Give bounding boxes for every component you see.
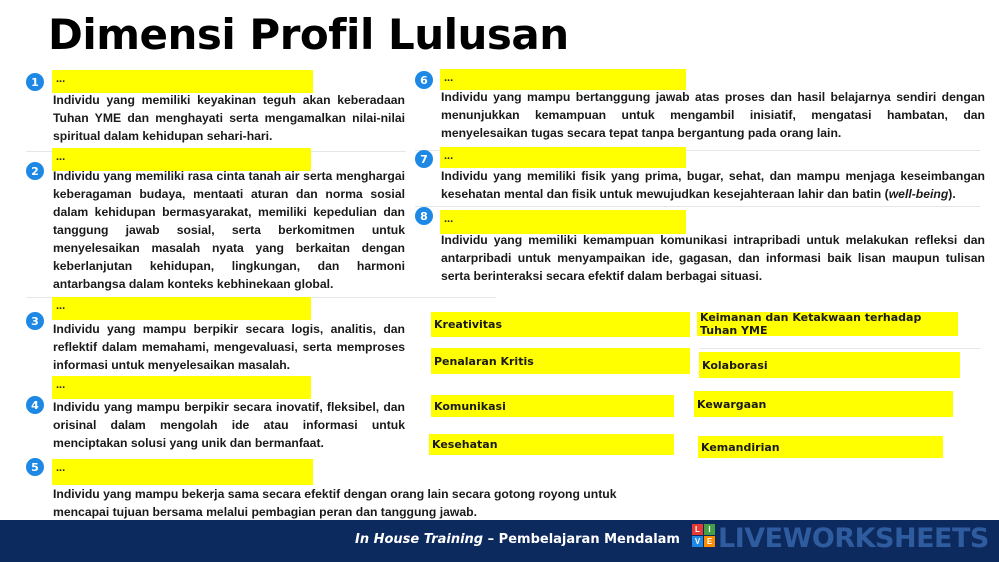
logo-letter-v: V — [692, 536, 703, 547]
number-badge-6: 6 — [415, 71, 433, 89]
number-badge-3: 3 — [26, 312, 44, 330]
page-title: Dimensi Profil Lulusan — [48, 10, 569, 59]
answer-blank-4[interactable]: ... — [52, 376, 311, 399]
description-5: Individu yang mampu bekerja sama secara efektif dengan orang lain secara gotong royong untuk mencapai tujuan bersama melalui pembagian peran dan tanggung jawab. — [53, 487, 617, 519]
answer-blank-8[interactable]: ... — [440, 210, 686, 234]
logo-letter-i: I — [704, 524, 715, 535]
description-7-end: ). — [948, 187, 956, 201]
logo-letter-l: L — [692, 524, 703, 535]
footer-bar — [0, 520, 999, 562]
description-2: Individu yang memiliki rasa cinta tanah air serta menghargai keberagaman budaya, mentaati aturan dan norma sosial dalam kehidupan bermasyarakat, memiliki kepedulian dan tanggung jawab sosial, serta berkomitmen untuk menyelesaikan masalah nyata yang berkaitan dengan keberlanjutan kehidupan, lingkungan, dan harmoni antarbangsa dalam konteks kebhinekaan global. — [53, 169, 405, 291]
description-7-italic: well-being — [888, 187, 949, 201]
answer-blank-2[interactable]: ... — [52, 148, 311, 171]
description-7-text: Individu yang memiliki fisik yang prima, bugar, sehat, dan mampu menjaga keseimbangan kesehatan mental dan fisik untuk mewujudkan kesejahteraan lahir dan batin ( — [441, 169, 985, 201]
option-kreativitas[interactable]: Kreativitas — [431, 312, 690, 337]
footer-italic: In House Training — [355, 532, 484, 547]
description-3: Individu yang mampu berpikir secara logis, analitis, dan reflektif dalam memahami, mengevaluasi, serta memproses informasi untuk menyelesaikan masalah. — [53, 322, 405, 372]
option-kolaborasi[interactable]: Kolaborasi — [699, 352, 960, 378]
liveworksheets-logo-icon — [692, 524, 715, 547]
option-kemandirian[interactable]: Kemandirian — [698, 436, 943, 458]
description-4: Individu yang mampu berpikir secara inovatif, fleksibel, dan orisinal dalam mengolah ide atau informasi untuk menciptakan solusi yang unik dan bermanfaat. — [53, 400, 405, 450]
description-8: Individu yang memiliki kemampuan komunikasi intrapribadi untuk melakukan refleksi dan antarpribadi untuk menyampaikan ide, gagasan, dan informasi baik lisan maupun tulisan serta berinteraksi secara efektif dalam berbagai situasi. — [441, 233, 985, 283]
answer-blank-3[interactable]: ... — [52, 297, 311, 320]
number-badge-4: 4 — [26, 396, 44, 414]
divider — [415, 206, 980, 207]
footer-text — [355, 532, 680, 547]
option-kesehatan[interactable]: Kesehatan — [429, 434, 674, 455]
answer-blank-6[interactable]: ... — [440, 69, 686, 90]
footer-rest: – Pembelajaran Mendalam — [483, 532, 680, 547]
logo-letter-e: E — [704, 536, 715, 547]
liveworksheets-brand: LIVEWORKSHEETS — [718, 523, 989, 554]
description-6: Individu yang mampu bertanggung jawab atas proses dan hasil belajarnya sendiri dengan menunjukkan kemampuan untuk mengambil inisiatif, mengatasi hambatan, dan menyelesaikan tugas secara tepat tanpa bergantung pada orang lain. — [441, 90, 985, 140]
divider — [700, 348, 980, 349]
answer-blank-1[interactable]: ... — [52, 70, 313, 93]
description-1: Individu yang memiliki keyakinan teguh akan keberadaan Tuhan YME dan menghayati serta mengamalkan nilai-nilai spiritual dalam kehidupan sehari-hari. — [53, 93, 405, 143]
number-badge-2: 2 — [26, 162, 44, 180]
number-badge-7: 7 — [415, 150, 433, 168]
option-penalaran-kritis[interactable]: Penalaran Kritis — [431, 348, 690, 374]
number-badge-1: 1 — [26, 73, 44, 91]
option-komunikasi[interactable]: Komunikasi — [431, 395, 674, 417]
answer-blank-5[interactable]: ... — [52, 459, 313, 485]
answer-blank-7[interactable]: ... — [440, 147, 686, 168]
description-7 — [441, 167, 985, 203]
option-kewargaan[interactable]: Kewargaan — [694, 391, 953, 417]
number-badge-8: 8 — [415, 207, 433, 225]
number-badge-5: 5 — [26, 458, 44, 476]
option-keimanan[interactable]: Keimanan dan Ketakwaan terhadap Tuhan YME — [697, 312, 958, 336]
